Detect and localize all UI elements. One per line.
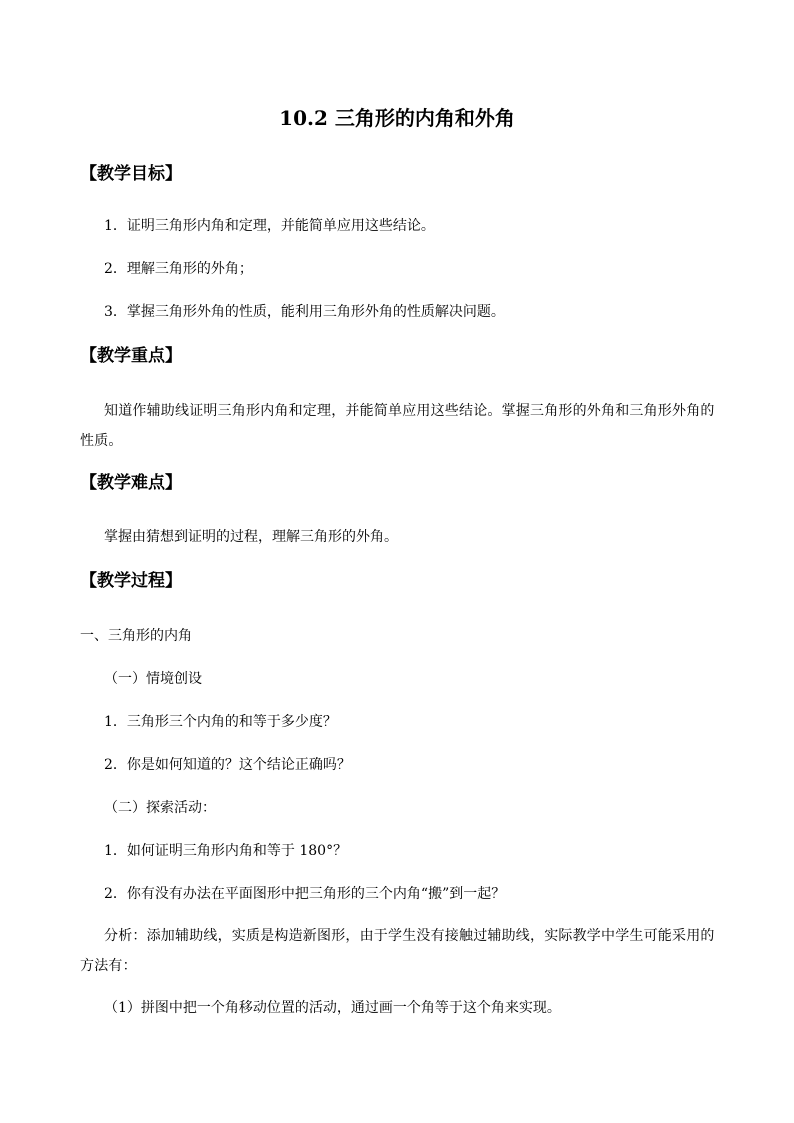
difficulties-text: 掌握由猜想到证明的过程，理解三角形的外角。 (104, 529, 398, 545)
sub1-item-2: 2．你是如何知道的？这个结论正确吗？ (104, 757, 351, 773)
document-title: 10.2 三角形的内角和外角 (279, 106, 515, 130)
process-sub-2: （二）探索活动： (104, 800, 216, 816)
process-part-1: 一、三角形的内角 (80, 628, 192, 644)
difficulties-heading: 【教学难点】 (80, 473, 182, 493)
objectives-heading: 【教学目标】 (80, 164, 182, 184)
objective-item-3: 3．掌握三角形外角的性质，能利用三角形外角的性质解决问题。 (104, 304, 505, 320)
process-sub-1: （一）情境创设 (104, 671, 202, 687)
objective-item-1: 1．证明三角形内角和定理，并能简单应用这些结论。 (104, 218, 435, 234)
process-heading: 【教学过程】 (80, 571, 182, 591)
method-1: （1）拼图中把一个角移动位置的活动，通过画一个角等于这个角来实现。 (104, 1000, 561, 1016)
sub1-item-1: 1．三角形三个内角的和等于多少度？ (104, 714, 337, 730)
analysis-text: 分析：添加辅助线，实质是构造新图形，由于学生没有接触过辅助线，实际教学中学生可能采用的方法有： (80, 928, 715, 974)
sub2-item-2: 2．你有没有办法在平面图形中把三角形的三个内角“搬”到一起？ (104, 886, 506, 902)
objective-item-2: 2．理解三角形的外角； (104, 261, 253, 277)
sub2-item-1: 1．如何证明三角形内角和等于 180°？ (104, 843, 348, 859)
key-points-heading: 【教学重点】 (80, 346, 182, 366)
key-points-text: 知道作辅助线证明三角形内角和定理，并能简单应用这些结论。掌握三角形的外角和三角形外角的性质。 (80, 403, 715, 449)
